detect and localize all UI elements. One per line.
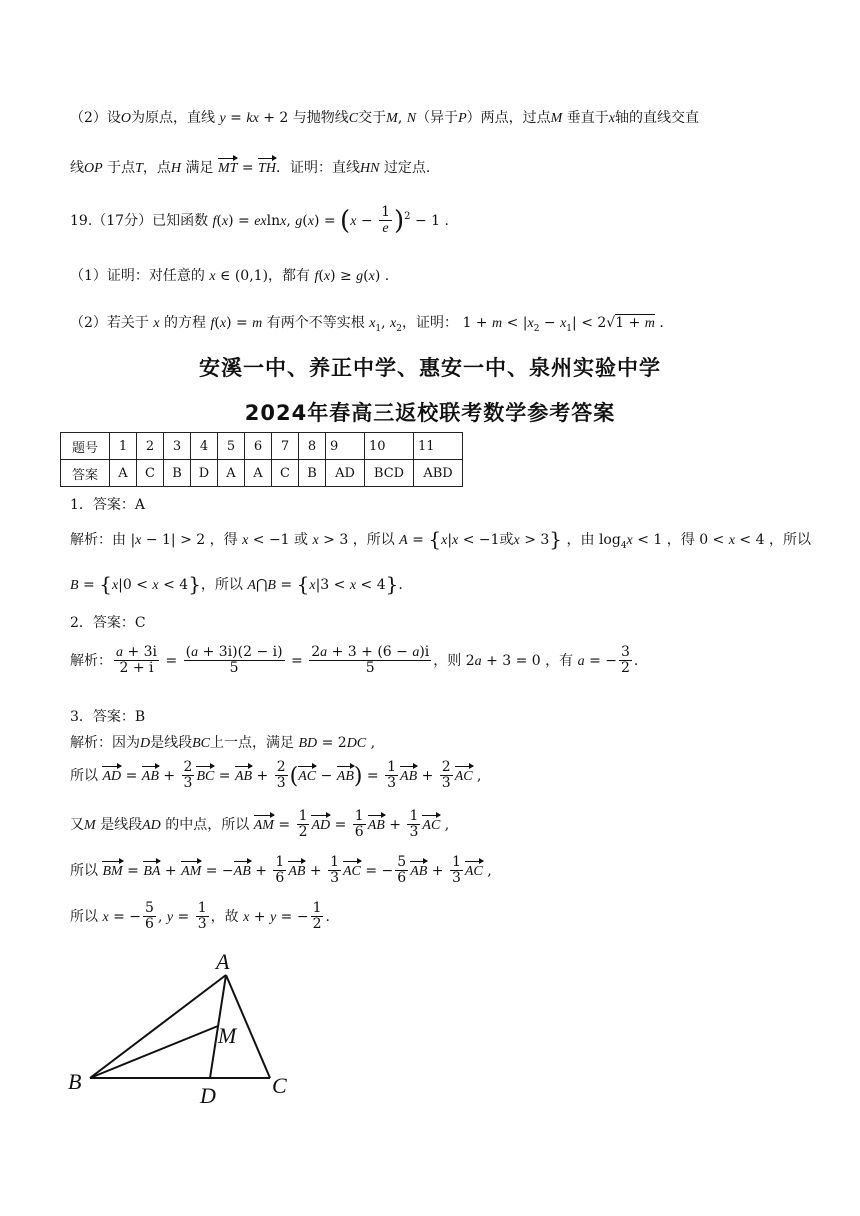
solution-3-line5: 所以 x = − $\frac{5}{6}$ , y = $\frac{1}{3}$ ，故 x + y = − $\frac{1}{2}$ . [70,900,330,933]
row-label: 答案 [61,460,110,487]
table-row-numbers [61,433,463,460]
table-cell: B [299,460,326,487]
q19-part2: （2）若关于 x 的方程 f(x) = m 有两个不等实根 $x_1$, $x_2$，证明： $1 + m < |x_2 - x_1| < 2√1 + m$ . [70,315,664,334]
table-cell: 6 [245,433,272,460]
solution-2-line: 解析： $\frac{a + 3i}{2 + i}$ = $\frac{(a + 3i)(2 - i)}{5}$ = $\frac{2a + 3 + (6 - a)i}{5}$ ，则 2a + 3 = 0 ，有 a = − $\frac{3}{2}$ . [70,644,639,677]
label-A: A [216,949,230,974]
q19-stem: 19.（17分）已知函数 f(x) = exlnx, g(x) = (x − $\frac{1}{e}$ )$^2$ − 1 . [70,204,449,237]
table-cell: A [218,460,245,487]
q18-part2-line1: （2）设O为原点，直线 y = kx + 2 与抛物线C交于M, N（异于P）两点，过点M 垂直于x轴的直线交直 [70,110,699,126]
table-cell: D [191,460,218,487]
exam-title: 2024年春高三返校联考数学参考答案 [244,401,616,425]
table-cell: BCD [365,460,414,487]
label-D: D [200,1083,216,1105]
table-cell: B [164,460,191,487]
table-cell: 4 [191,433,218,460]
q19-part1: （1）证明：对任意的 x ∈ (0,1)，都有 f(x) ≥ g(x) . [70,268,390,284]
answer-table [60,432,463,487]
solution-3-line4: 所以 BM = BA + AM = −AB + $\frac{1}{6}$ AB + $\frac{1}{3}$ AC = − $\frac{5}{6}$ AB + $\frac{1}{3}$ AC , [70,854,492,887]
solution-3-line1: 解析：因为D是线段BC上一点，满足 BD = 2DC , [70,735,376,751]
solution-3-head: 3．答案：B [70,709,146,725]
triangle-figure [60,945,310,1105]
solution-3-line2: 所以 AD = AB + $\frac{2}{3}$ BC = AB + $\frac{2}{3}$ (AC − AB) = $\frac{1}{3}$ AB + $\frac{2}{3}$ AC , [70,759,482,792]
table-cell: A [110,460,137,487]
solution-1-line1: 解析：由 |x − 1| > 2 ，得 x < −1 或 x > 3 ，所以 A = {x|x < −1或x > 3} ，由 $\log_4x < 1$ ，得 0 < x < 4 ，所以 [70,527,811,551]
table-cell: C [137,460,164,487]
segment-BM [90,1026,218,1078]
table-cell: 1 [110,433,137,460]
label-B: B [68,1069,82,1094]
table-row-answers [61,460,463,487]
label-C: C [272,1073,287,1098]
table-cell: 8 [299,433,326,460]
table-cell: 5 [218,433,245,460]
table-cell: 9 [326,433,365,460]
table-cell: AD [326,460,365,487]
solution-1-head: 1．答案：A [70,497,146,513]
table-cell: ABD [414,460,463,487]
table-cell: 7 [272,433,299,460]
school-names: 安溪一中、养正中学、惠安一中、泉州实验中学 [199,356,661,380]
label-M: M [218,1023,237,1048]
table-cell: 2 [137,433,164,460]
solution-2-head: 2．答案：C [70,615,146,631]
table-cell: 10 [365,433,414,460]
q18-part2-line2: 线OP 于点T，点H 满足 MT = TH．证明：直线HN 过定点. [70,160,431,176]
solution-3-line3: 又M 是线段AD 的中点，所以 AM = $\frac{1}{2}$ AD = $\frac{1}{6}$ AB + $\frac{1}{3}$ AC , [70,808,450,841]
row-label: 题号 [61,433,110,460]
table-cell: A [245,460,272,487]
table-cell: C [272,460,299,487]
solution-1-line2: B = {x|0 < x < 4}，所以 A⋂B = {x|3 < x < 4}. [70,572,403,596]
table-cell: 3 [164,433,191,460]
segment-AB [90,975,226,1078]
table-cell: 11 [414,433,463,460]
